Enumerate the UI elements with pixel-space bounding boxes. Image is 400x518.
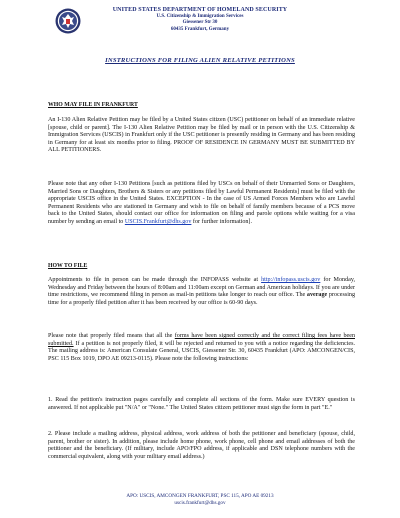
how-p1-rest: for Monday, Wednesday and Friday between the hours of 8:00am and 11:00am except on German and American holidays. If you are under time restrictions, we recommend filing in person as mail-in petitions take longer to reach our office. The bbox=[48, 277, 355, 299]
street-address: Giessener Str 30 bbox=[182, 20, 218, 26]
city-address: 60435 Frankfurt, Germany bbox=[170, 26, 230, 32]
page-title: INSTRUCTIONS FOR FILING ALIEN RELATIVE PETITIONS bbox=[105, 57, 295, 64]
how-p2-start: Please note that properly filed means that all the bbox=[48, 333, 175, 339]
instruction-item-2: 2. Please include a mailing address, physical address, work address of both the petitioner and beneficiary (spouse, child, parent, brother or sister). In addition, please include home phone, work phone, cell phone and email addresses of both the petitioner and the beneficiary. (If military, include APO/FPO address, if applicable and DSN telephone numbers with the commercial equivalent, along with your military email address.) bbox=[48, 431, 355, 460]
letterhead bbox=[0, 7, 400, 33]
division-name: U.S. Citizenship & Immigration Services bbox=[156, 14, 244, 19]
agency-name: UNITED STATES DEPARTMENT OF HOMELAND SECURITY bbox=[112, 7, 288, 13]
how-p1-end: processing time for a properly filed petition after it has been received by our office is 60-90 days. bbox=[48, 292, 355, 306]
how-p1-bold: average bbox=[306, 292, 328, 299]
how-p2-underlined: forms have been signed correctly and the correct filing fees have been submitted. bbox=[48, 333, 355, 347]
footer-email: uscis.frankfurt@dhs.gov bbox=[174, 499, 226, 506]
who-paragraph-1: An I-130 Alien Relative Petition may be filed by a United States citizen (USC) petitioner on behalf of an immediate relative [spouse, child or parent]. The I-130 Alien Relative Petition may be filed by mail or in person with the U.S. Citizenship & Immigration Services (USCIS) in Frankfurt only if the USC petitioner is presently residing in Germany and has been residing in Germany for at least six months prior to filing. PROOF OF RESIDENCE IN GERMANY MUST BE SUBMITTED BY ALL PETITIONERS. bbox=[48, 117, 355, 154]
section-heading-how: HOW TO FILE bbox=[48, 263, 88, 269]
section-heading-who: WHO MAY FILE IN FRANKFURT bbox=[48, 102, 138, 108]
how-paragraph-1 bbox=[48, 277, 355, 307]
who-paragraph-2-tail: for further information]. bbox=[191, 218, 252, 225]
who-paragraph-2 bbox=[48, 181, 355, 227]
how-p1-start: Appointments to file in person can be made through the INFOPASS website at bbox=[48, 277, 262, 283]
how-p2-end: If a petition is not properly filed, it will be rejected and returned to you with a notice regarding the deficiencies. The mailing address is: American Consulate General, USCIS, Giessener Str. 30, 60435 Frankfurt (APO: AMCONGEN/CIS, PSC 115 Box 1019, DPO AE 09213-0115). Please note the following instructions: bbox=[48, 340, 355, 362]
who-paragraph-2-text: Please note that any other I-130 Petitions [such as petitions filed by USCs on behalf of their Unmarried Sons or Daughters, Married Sons or Daughters, Brothers & Sisters or any petitions filed by Lawful Permanent Residents] must be filed with the appropriate USCIS office in the United States. EXCEPTION - In the case of US Armed Forces Members who are Lawful Permanent Residents who are stationed in Germany and wish to file on behalf of family members because of a PCS move back to the United States, should contact our office for information on filing and parole options while waiting for a visa number by sending an email to bbox=[48, 181, 355, 225]
footer bbox=[0, 493, 400, 506]
how-paragraph-2 bbox=[48, 333, 355, 363]
instruction-item-1: 1. Read the petition's instruction pages carefully and complete all sections of the form. Make sure EVERY question is answered. If not applicable put "N/A" or "None." The United States citizen petitioner must sign the form in part "E." bbox=[48, 397, 355, 411]
uscis-email-link[interactable]: USCIS.Frankfurt@dhs.gov bbox=[124, 218, 192, 225]
footer-address: APO: USCIS, AMCONGEN FRANKFURT, PSC 115, APO AE 09213 bbox=[126, 493, 274, 499]
infopass-link[interactable]: http://infopass.uscis.gov bbox=[261, 277, 321, 283]
